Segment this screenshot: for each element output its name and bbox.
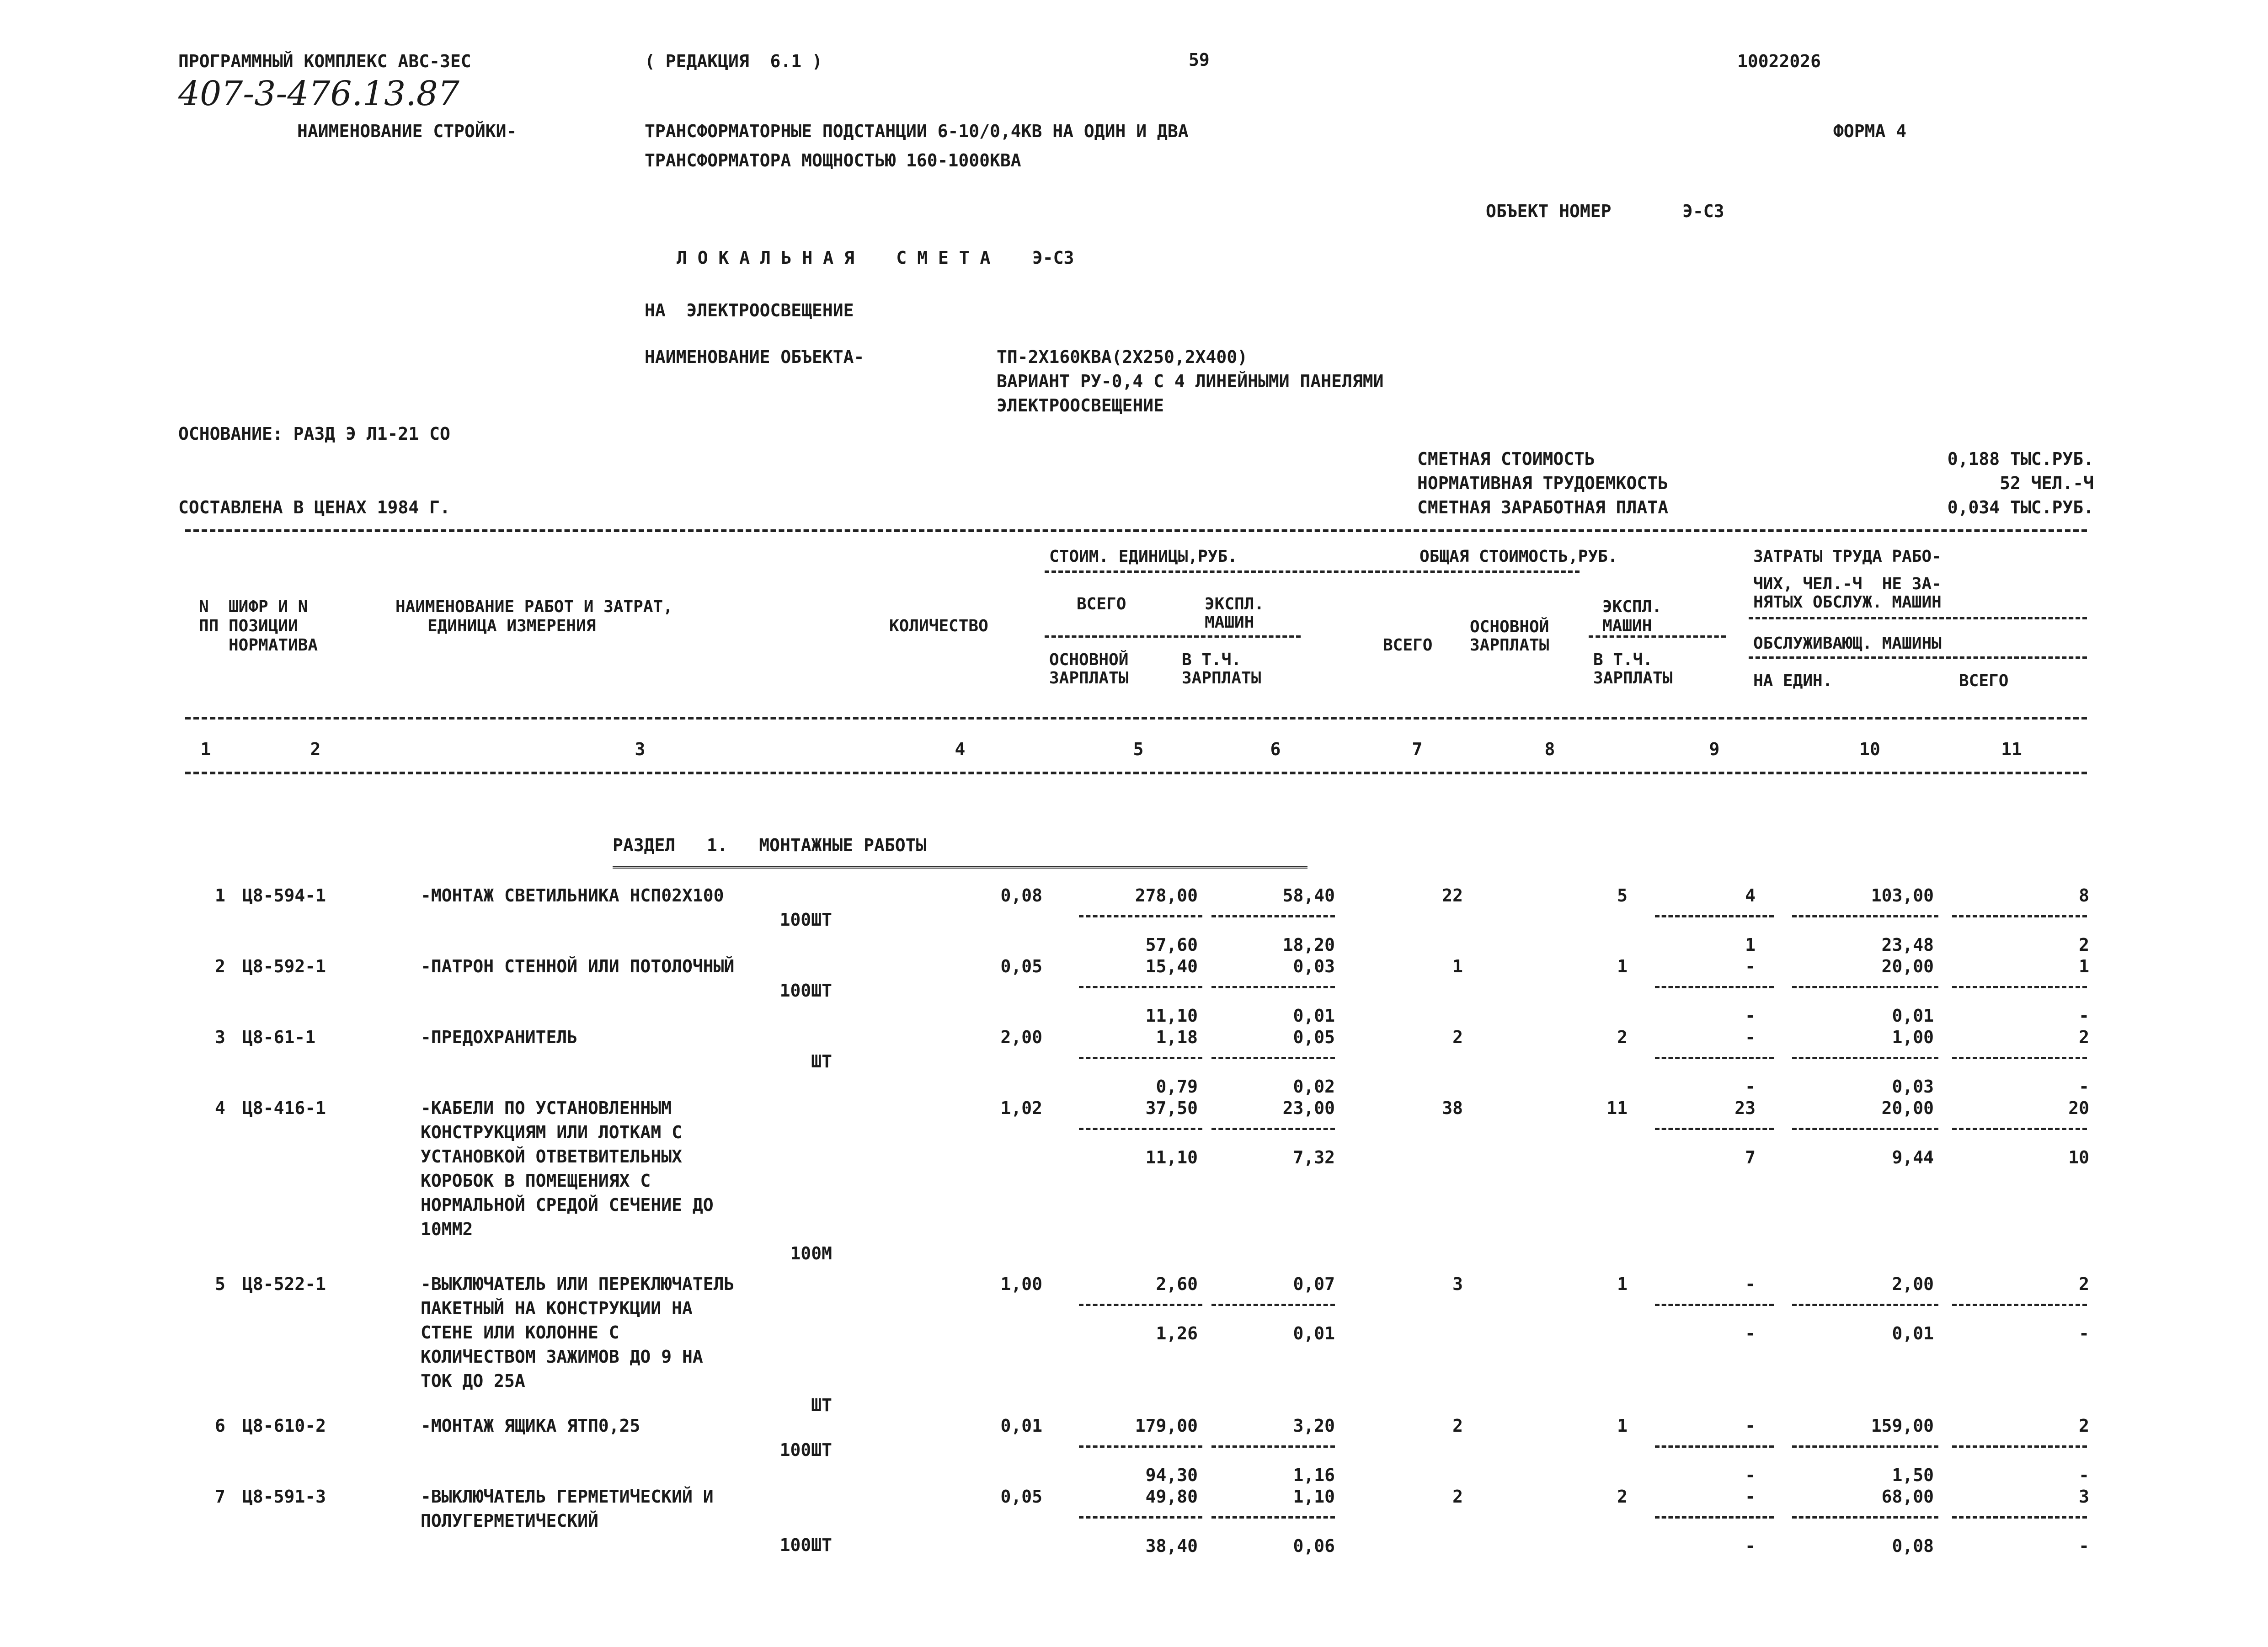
basis: ОСНОВАНИЕ: РАЗД Э Л1-21 СО [178,424,450,444]
row-total-wages: 2 [1617,1487,1628,1507]
hdr-name-1: НАИМЕНОВАНИЕ РАБОТ И ЗАТРАТ, [395,597,673,616]
hdr-labor-total: ВСЕГО [1959,672,2009,690]
hdr-total-machines-2: МАШИН [1602,617,1652,635]
object-label: ОБЪЕКТ НОМЕР [1486,201,1612,221]
section-underline [613,866,1307,869]
object-number: Э-С3 [1682,201,1724,221]
row-number: 5 [215,1274,225,1294]
row-unit-incl-wages: 0,01 [1293,1006,1335,1026]
row-name-line: ПАКЕТНЫЙ НА КОНСТРУКЦИИ НА [421,1298,693,1318]
colnum-9: 9 [1709,739,1720,759]
row-labor-per-unit: 20,00 [1881,956,1934,976]
construction-label: НАИМЕНОВАНИЕ СТРОЙКИ- [297,121,517,141]
form-label: ФОРМА 4 [1833,121,1907,141]
row-divider [1079,1516,1202,1519]
row-name-line: КОРОБОК В ПОМЕЩЕНИЯХ С [421,1171,651,1191]
row-unit-wages: 94,30 [1145,1465,1198,1485]
row-divider [1655,1445,1774,1448]
hdr-unit-cost: СТОИМ. ЕДИНИЦЫ,РУБ. [1049,547,1238,566]
hdr-unit-wages-1: ОСНОВНОЙ [1049,650,1129,669]
row-unit-incl-wages: 0,02 [1293,1077,1335,1097]
header-bottom-rule [185,717,2087,720]
row-divider [1792,986,1938,988]
row-divider [1792,1128,1938,1130]
hdr-n: N [199,597,209,616]
row-code: Ц8-610-2 [242,1416,326,1436]
colnum-8: 8 [1544,739,1555,759]
row-unit-total: 278,00 [1135,885,1198,906]
row-total-incl-wages: 7 [1745,1147,1756,1167]
row-total-machines: - [1745,1027,1756,1047]
row-number: 2 [215,956,225,976]
row-unit-incl-wages: 0,01 [1293,1323,1335,1343]
row-unit: 100ШТ [779,1535,832,1555]
colnum-1: 1 [200,739,211,759]
row-divider [1079,986,1202,988]
summary-label-wages: СМЕТНАЯ ЗАРАБОТНАЯ ПЛАТА [1417,497,1669,517]
hdr-unit-machines-1: ЭКСПЛ. [1205,595,1265,613]
hdr-unit-incl-2: ЗАРПЛАТЫ [1182,669,1261,688]
row-total-wages: 1 [1617,956,1628,976]
row-unit-total: 15,40 [1145,956,1198,976]
hdr-labor-1: ЗАТРАТЫ ТРУДА РАБО- [1753,547,1942,566]
colnum-6: 6 [1270,739,1281,759]
document-number: 10022026 [1737,51,1821,71]
prices-year: СОСТАВЛЕНА В ЦЕНАХ 1984 Г. [178,497,450,517]
row-total-wages: 1 [1617,1274,1628,1294]
hdr-code-2: ПОЗИЦИИ [229,617,298,635]
row-name-line: КОНСТРУКЦИЯМ ИЛИ ЛОТКАМ С [421,1122,682,1142]
row-labor-total: 3 [2079,1487,2089,1507]
row-labor-total: 1 [2079,956,2089,976]
hdr-total-incl-1: В Т.Ч. [1593,650,1653,669]
row-unit: 100ШТ [779,981,832,1001]
row-name-line: НОРМАЛЬНОЙ СРЕДОЙ СЕЧЕНИЕ ДО [421,1195,714,1215]
row-labor-service-per-unit: 0,08 [1892,1536,1934,1556]
row-unit-total: 37,50 [1145,1098,1198,1118]
row-quantity: 0,08 [1000,885,1042,906]
row-total-machines: - [1745,956,1756,976]
hdr-name-2: ЕДИНИЦА ИЗМЕРЕНИЯ [427,617,596,635]
row-labor-service-per-unit: 0,01 [1892,1323,1934,1343]
hdr-unit-incl-1: В Т.Ч. [1182,650,1242,669]
row-divider [1952,986,2087,988]
colnum-3: 3 [635,739,646,759]
row-divider [1792,1445,1938,1448]
row-unit-wages: 1,26 [1156,1323,1198,1343]
row-unit: 100ШТ [779,1440,832,1460]
row-divider [1655,915,1774,917]
row-divider [1792,1057,1938,1059]
row-total: 3 [1452,1274,1463,1294]
row-name-line: -КАБЕЛИ ПО УСТАНОВЛЕННЫМ [421,1098,672,1118]
table-top-rule [185,529,2087,532]
row-unit-total: 1,18 [1156,1027,1198,1047]
row-divider [1079,1304,1202,1306]
row-quantity: 0,05 [1000,1487,1042,1507]
row-total-machines: 23 [1734,1098,1756,1118]
row-unit-machines: 0,07 [1293,1274,1335,1294]
row-divider [1211,1304,1335,1306]
row-divider [1792,915,1938,917]
row-unit-machines: 23,00 [1282,1098,1335,1118]
row-divider [1655,1128,1774,1130]
hdr-code-3: НОРМАТИВА [229,636,318,655]
hdr-total-cost: ОБЩАЯ СТОИМОСТЬ,РУБ. [1420,547,1618,566]
row-unit-incl-wages: 0,06 [1293,1536,1335,1556]
row-unit-wages: 57,60 [1145,935,1198,955]
row-name-line: -МОНТАЖ ЯЩИКА ЯТП0,25 [421,1416,640,1436]
hdr-unit-machines-2: МАШИН [1205,613,1254,632]
row-unit-total: 49,80 [1145,1487,1198,1507]
row-unit-machines: 58,40 [1282,885,1335,906]
row-labor-service-per-unit: 0,01 [1892,1006,1934,1026]
row-divider [1952,915,2087,917]
row-total: 2 [1452,1416,1463,1436]
row-number: 4 [215,1098,225,1118]
row-labor-service-total: - [2079,1465,2089,1485]
row-unit-total: 2,60 [1156,1274,1198,1294]
row-name-line: СТЕНЕ ИЛИ КОЛОННЕ С [421,1322,619,1343]
table-header [185,539,2087,704]
row-divider [1655,1304,1774,1306]
object-name-line2: ВАРИАНТ РУ-0,4 С 4 ЛИНЕЙНЫМИ ПАНЕЛЯМИ [997,371,1384,391]
row-total-machines: - [1745,1274,1756,1294]
row-total-machines: 4 [1745,885,1756,906]
hdr-code-1: ШИФР И N [229,597,308,616]
summary-label-cost: СМЕТНАЯ СТОИМОСТЬ [1417,449,1595,469]
row-unit-machines: 1,10 [1293,1487,1335,1507]
row-divider [1792,1516,1938,1519]
hdr-labor-2: ЧИХ, ЧЕЛ.-Ч НЕ ЗА- [1753,575,1942,593]
row-unit: 100ШТ [779,910,832,930]
row-total: 1 [1452,956,1463,976]
row-divider [1952,1304,2087,1306]
colnum-2: 2 [310,739,321,759]
row-code: Ц8-591-3 [242,1487,326,1507]
row-code: Ц8-522-1 [242,1274,326,1294]
row-unit-wages: 11,10 [1145,1006,1198,1026]
hdr-total-machines-1: ЭКСПЛ. [1602,597,1662,616]
row-unit-incl-wages: 1,16 [1293,1465,1335,1485]
row-labor-service-total: - [2079,1323,2089,1343]
row-quantity: 0,01 [1000,1416,1042,1436]
row-unit-incl-wages: 7,32 [1293,1147,1335,1167]
row-unit-incl-wages: 18,20 [1282,935,1335,955]
row-labor-service-total: 10 [2068,1147,2089,1167]
row-name-line: КОЛИЧЕСТВОМ ЗАЖИМОВ ДО 9 НА [421,1347,703,1367]
row-divider [1079,1128,1202,1130]
row-number: 1 [215,885,225,906]
row-total-incl-wages: 1 [1745,935,1756,955]
row-total-machines: - [1745,1416,1756,1436]
hdr-qty: КОЛИЧЕСТВО [889,617,988,635]
row-labor-service-total: 2 [2079,935,2089,955]
row-labor-service-total: - [2079,1006,2089,1026]
row-labor-per-unit: 103,00 [1871,885,1934,906]
row-labor-total: 2 [2079,1274,2089,1294]
row-code: Ц8-592-1 [242,956,326,976]
page-number: 59 [1189,50,1210,70]
row-name-line: 10ММ2 [421,1219,473,1239]
row-name-line: -МОНТАЖ СВЕТИЛЬНИКА НСП02Х100 [421,885,724,906]
row-divider [1211,1057,1335,1059]
hdr-unit-wages-2: ЗАРПЛАТЫ [1049,669,1129,688]
hdr-total-incl-2: ЗАРПЛАТЫ [1593,669,1673,688]
row-labor-total: 8 [2079,885,2089,906]
hdr-labor-service: ОБСЛУЖИВАЮЩ. МАШИНЫ [1753,634,1942,653]
row-name-line: -ПАТРОН СТЕННОЙ ИЛИ ПОТОЛОЧНЫЙ [421,956,735,976]
row-total-wages: 2 [1617,1027,1628,1047]
row-divider [1952,1445,2087,1448]
row-labor-total: 20 [2068,1098,2089,1118]
row-labor-per-unit: 2,00 [1892,1274,1934,1294]
row-unit: ШТ [811,1395,832,1415]
row-divider [1655,1516,1774,1519]
row-labor-service-per-unit: 0,03 [1892,1077,1934,1097]
row-labor-per-unit: 1,00 [1892,1027,1934,1047]
row-labor-service-total: - [2079,1077,2089,1097]
row-total-wages: 11 [1606,1098,1628,1118]
row-total: 22 [1442,885,1463,906]
row-labor-per-unit: 20,00 [1881,1098,1934,1118]
row-unit-wages: 11,10 [1145,1147,1198,1167]
row-quantity: 2,00 [1000,1027,1042,1047]
row-quantity: 1,00 [1000,1274,1042,1294]
row-total-incl-wages: - [1745,1006,1756,1026]
row-name-line: ТОК ДО 25А [421,1371,525,1391]
row-code: Ц8-416-1 [242,1098,326,1118]
row-unit-wages: 0,79 [1156,1077,1198,1097]
row-divider [1952,1057,2087,1059]
hdr-labor-3: НЯТЫХ ОБСЛУЖ. МАШИН [1753,593,1942,612]
row-labor-service-per-unit: 1,50 [1892,1465,1934,1485]
hdr-total-all: ВСЕГО [1383,636,1433,655]
row-divider [1655,1057,1774,1059]
row-divider [1211,1445,1335,1448]
row-total-incl-wages: - [1745,1465,1756,1485]
row-total-wages: 5 [1617,885,1628,906]
row-total-wages: 1 [1617,1416,1628,1436]
row-divider [1079,1445,1202,1448]
row-name-line: УСТАНОВКОЙ ОТВЕТВИТЕЛЬНЫХ [421,1146,682,1167]
row-code: Ц8-61-1 [242,1027,316,1047]
summary-value-labor: 52 ЧЕЛ.-Ч [2000,473,2094,493]
handwritten-project-code: 407-3-476.13.87 [178,74,459,113]
row-total: 2 [1452,1487,1463,1507]
row-labor-total: 2 [2079,1027,2089,1047]
row-quantity: 0,05 [1000,956,1042,976]
object-name-line1: ТП-2Х160КВА(2Х250,2Х400) [997,347,1248,367]
row-name-line: -ВЫКЛЮЧАТЕЛЬ ГЕРМЕТИЧЕСКИЙ И [421,1487,714,1507]
row-number: 6 [215,1416,225,1436]
hdr-unit-total: ВСЕГО [1077,595,1126,613]
object-name-line3: ЭЛЕКТРООСВЕЩЕНИЕ [997,395,1164,416]
row-total: 38 [1442,1098,1463,1118]
section-title: РАЗДЕЛ 1. МОНТАЖНЫЕ РАБОТЫ [613,835,927,855]
object-name-label: НАИМЕНОВАНИЕ ОБЪЕКТА- [645,347,865,367]
summary-value-cost: 0,188 ТЫС.РУБ. [1947,449,2094,469]
row-labor-service-total: - [2079,1536,2089,1556]
hdr-pp: ПП [199,617,219,635]
construction-name-line1: ТРАНСФОРМАТОРНЫЕ ПОДСТАНЦИИ 6-10/0,4КВ НА ОДИН И ДВА [645,121,1189,141]
colnum-11: 11 [2001,739,2022,759]
row-total-incl-wages: - [1745,1323,1756,1343]
row-divider [1211,915,1335,917]
row-unit-total: 179,00 [1135,1416,1198,1436]
row-unit-machines: 0,03 [1293,956,1335,976]
hdr-labor-per-unit: НА ЕДИН. [1753,672,1833,690]
row-quantity: 1,02 [1000,1098,1042,1118]
colnum-4: 4 [955,739,966,759]
row-code: Ц8-594-1 [242,885,326,906]
row-labor-service-per-unit: 23,48 [1881,935,1934,955]
row-divider [1079,915,1202,917]
row-name-line: ПОЛУГЕРМЕТИЧЕСКИЙ [421,1511,598,1531]
row-total-incl-wages: - [1745,1077,1756,1097]
colnum-10: 10 [1859,739,1880,759]
row-total-machines: - [1745,1487,1756,1507]
estimate-subject: НА ЭЛЕКТРООСВЕЩЕНИЕ [645,300,854,320]
row-divider [1211,1516,1335,1519]
row-divider [1952,1516,2087,1519]
row-divider [1792,1304,1938,1306]
row-unit: 100М [790,1243,832,1263]
hdr-total-wages-1: ОСНОВНОЙ [1470,618,1549,636]
row-divider [1952,1128,2087,1130]
row-name-line: -ПРЕДОХРАНИТЕЛЬ [421,1027,578,1047]
row-divider [1079,1057,1202,1059]
row-unit-machines: 3,20 [1293,1416,1335,1436]
row-labor-per-unit: 68,00 [1881,1487,1934,1507]
row-divider [1211,986,1335,988]
construction-name-line2: ТРАНСФОРМАТОРА МОЩНОСТЬЮ 160-1000КВА [645,150,1021,171]
row-unit-machines: 0,05 [1293,1027,1335,1047]
colnum-bottom-rule [185,772,2087,774]
program-name: ПРОГРАММНЫЙ КОМПЛЕКС АВС-3ЕС [178,51,471,71]
row-divider [1655,986,1774,988]
colnum-5: 5 [1133,739,1144,759]
row-labor-service-per-unit: 9,44 [1892,1147,1934,1167]
edition: ( РЕДАКЦИЯ 6.1 ) [645,51,822,71]
row-number: 3 [215,1027,225,1047]
estimate-title: Л О К А Л Ь Н А Я С М Е Т А Э-С3 [677,248,1074,268]
row-name-line: -ВЫКЛЮЧАТЕЛЬ ИЛИ ПЕРЕКЛЮЧАТЕЛЬ [421,1274,735,1294]
row-divider [1211,1128,1335,1130]
row-total: 2 [1452,1027,1463,1047]
row-total-incl-wages: - [1745,1536,1756,1556]
hdr-total-wages-2: ЗАРПЛАТЫ [1470,636,1549,655]
row-labor-total: 2 [2079,1416,2089,1436]
row-unit: ШТ [811,1051,832,1071]
colnum-7: 7 [1412,739,1423,759]
row-number: 7 [215,1487,225,1507]
summary-label-labor: НОРМАТИВНАЯ ТРУДОЕМКОСТЬ [1417,473,1669,493]
summary-value-wages: 0,034 ТЫС.РУБ. [1947,497,2094,517]
row-labor-per-unit: 159,00 [1871,1416,1934,1436]
row-unit-wages: 38,40 [1145,1536,1198,1556]
